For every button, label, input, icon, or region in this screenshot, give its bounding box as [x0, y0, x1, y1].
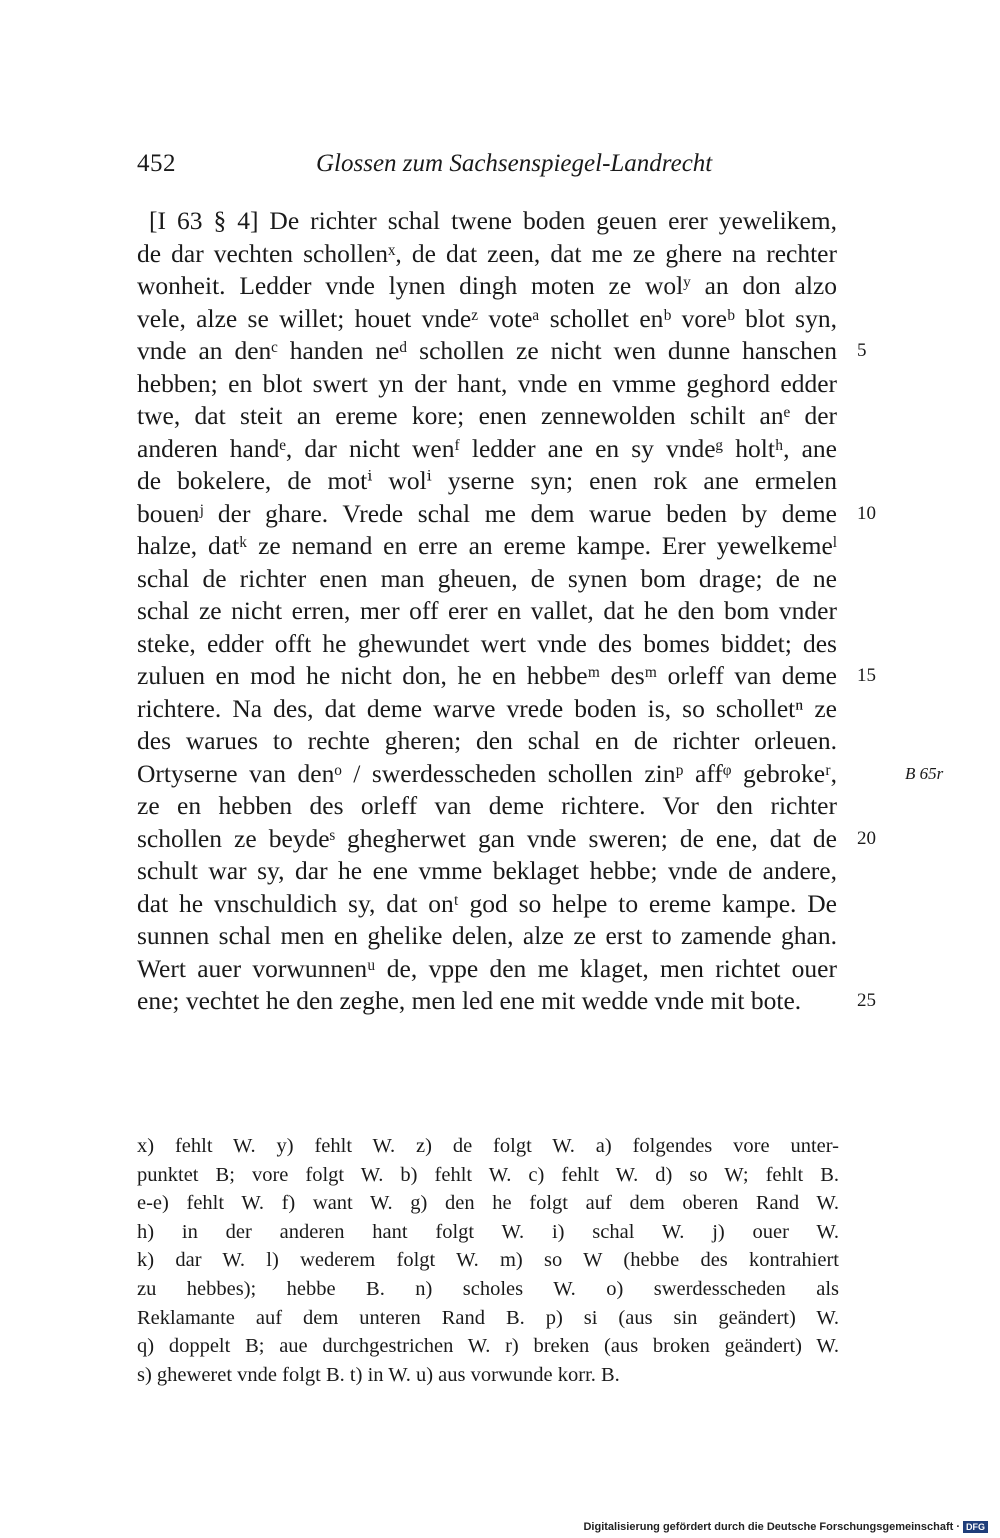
text-line: Wert auer vorwunnenᵘ de, vppe den me klaget, men richtet ouer	[137, 953, 837, 983]
text-line: hebben; en blot swert yn der hant, vnde en vmme geghord edder	[137, 368, 837, 398]
footnote-line: zu hebbes); hebbe B. n) scholes W. o) swerdesscheden als	[137, 1277, 839, 1300]
text-line: vnde an denᶜ handen neᵈ schollen ze nicht wen dunne hanschen	[137, 336, 837, 365]
text-line: schal de richter enen man gheuen, de synen bom drage; de ne	[137, 563, 837, 593]
line-number: 25	[857, 990, 876, 1011]
text-line: vele, alze se willet; houet vndeᶻ voteᵃ schollet enᵇ voreᵇ blot syn,	[137, 303, 837, 333]
footnote-line: q) doppelt B; aue durchgestrichen W. r) breken (aus broken geändert) W.	[137, 1335, 839, 1358]
footnote-line: h) in der anderen hant folgt W. i) schal W. j) ouer W.	[137, 1220, 839, 1243]
running-title: Glossen zum Sachsenspiegel-Landrecht	[316, 150, 713, 177]
text-line: ene; vechtet he den zeghe, men led ene mit wedde vnde mit bote.	[137, 986, 802, 1015]
footnote-line: x) fehlt W. y) fehlt W. z) de folgt W. a) folgendes vore unter-	[137, 1135, 839, 1157]
footnote-line: Reklamante auf dem unteren Rand B. p) si (aus sin geändert) W.	[137, 1306, 839, 1329]
line-number: 5	[857, 340, 867, 361]
text-line: [I 63 § 4] De richter schal twene boden geuen erer yewelikem,	[149, 206, 837, 235]
main-text	[137, 205, 837, 1018]
text-line: de dar vechten schollenˣ, de dat zeen, dat me ze ghere na rechter	[137, 238, 837, 268]
digitization-footer	[583, 1521, 988, 1533]
text-line: bouenʲ der ghare. Vrede schal me dem warue beden by deme	[137, 498, 837, 528]
text-line: schollen ze beydeˢ ghegherwet gan vnde sweren; de ene, dat de	[137, 823, 837, 853]
text-line: anderen handᵉ, dar nicht wenᶠ ledder ane en sy vndeᵍ holtʰ, ane	[137, 433, 837, 463]
text-line: zuluen en mod he nicht don, he en hebbeᵐ desᵐ orleff van deme	[137, 661, 837, 690]
page-number: 452	[137, 150, 176, 177]
text-line: wonheit. Ledder vnde lynen dingh moten ze wolʸ an don alzo	[137, 271, 837, 300]
footnote-line: punktet B; vore folgt W. b) fehlt W. c) fehlt W. d) so W; fehlt B.	[137, 1163, 839, 1186]
footnote-line: e-e) fehlt W. f) want W. g) den he folgt auf dem oberen Rand W.	[137, 1192, 839, 1215]
text-line: twe, dat steit an ereme kore; enen zennewolden schilt anᵉ der	[137, 401, 837, 430]
text-line: sunnen schal men en ghelike delen, alze ze erst to zamende ghan.	[137, 921, 837, 950]
line-number: 10	[857, 502, 876, 524]
line-number: 20	[857, 827, 876, 849]
text-line: schult war sy, dar he ene vmme beklaget hebbe; vnde de andere,	[137, 856, 837, 885]
margin-sigil: B 65r	[905, 763, 944, 783]
text-line: Ortyserne van denᵒ / swerdesscheden schollen zinᵖ affᵠ gebrokeʳ,	[137, 758, 837, 788]
footnote-line: s) gheweret vnde folgt B. t) in W. u) aus vorwunde korr. B.	[137, 1363, 620, 1386]
text-line: dat he vnschuldich sy, dat onᵗ god so helpe to ereme kampe. De	[137, 888, 837, 918]
dfg-logo: DFG	[963, 1521, 988, 1533]
text-line: schal ze nicht erren, mer off erer en vallet, dat he den bom vnder	[137, 596, 837, 625]
text-line: ze en hebben des orleff van deme richtere. Vor den richter	[137, 791, 837, 820]
footnotes	[137, 1132, 839, 1389]
text-line: de bokelere, de motⁱ wolⁱ yserne syn; enen rok ane ermelen	[137, 466, 837, 495]
text-line: halze, datᵏ ze nemand en erre an ereme kampe. Erer yewelkemeˡ	[137, 531, 837, 560]
text-line: richtere. Na des, dat deme warve vrede boden is, so scholletⁿ ze	[137, 693, 837, 723]
footer-text: Digitalisierung gefördert durch die Deutsche Forschungsgemeinschaft ·	[583, 1521, 960, 1533]
footnote-line: k) dar W. l) wederem folgt W. m) so W (hebbe des kontrahiert	[137, 1249, 839, 1272]
text-line: des warues to rechte gheren; den schal en de richter orleuen.	[137, 726, 837, 755]
text-line: steke, edder offt he ghewundet wert vnde des bomes biddet; des	[137, 628, 837, 658]
line-number: 15	[857, 665, 876, 686]
